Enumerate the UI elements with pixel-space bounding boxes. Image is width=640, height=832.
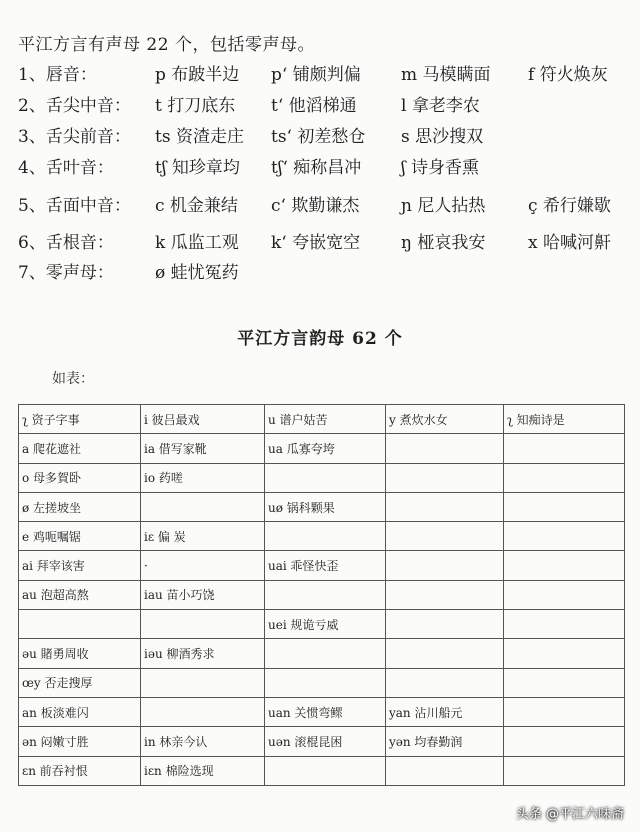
initials-row-label: 1、唇音： [18, 65, 97, 85]
finals-cell: uən 滚棍昆困 [265, 727, 386, 756]
finals-cell [504, 639, 625, 668]
finals-cell: ai 拜宰该害 [19, 551, 141, 580]
finals-cell [141, 492, 265, 521]
finals-cell [386, 580, 504, 609]
finals-cell [504, 727, 625, 756]
finals-row [19, 756, 625, 785]
finals-cell: ən 闷嫩寸胜 [19, 727, 141, 756]
finals-row [19, 463, 625, 492]
finals-row [19, 727, 625, 756]
finals-cell: iau 苗小巧饶 [141, 580, 265, 609]
finals-cell [386, 639, 504, 668]
finals-cell [386, 668, 504, 697]
finals-cell [386, 492, 504, 521]
finals-row [19, 697, 625, 726]
finals-row [19, 434, 625, 463]
finals-cell [19, 610, 141, 639]
finals-cell: uai 乖怪快歪 [265, 551, 386, 580]
finals-cell: uei 规诡亏威 [265, 610, 386, 639]
finals-cell: əu 賭勇周收 [19, 639, 141, 668]
finals-cell [265, 463, 386, 492]
initial-entry: ts‘ 初差愁仓 [271, 127, 366, 147]
finals-cell: iəu 柳酒秀求 [141, 639, 265, 668]
finals-cell: a 爬花遮社 [19, 434, 141, 463]
finals-cell: uan 关惯弯鳏 [265, 697, 386, 726]
finals-cell: e 鸡呃嘱锯 [19, 522, 141, 551]
initial-entry: ø 蛙忧冤药 [155, 263, 239, 283]
finals-cell [504, 463, 625, 492]
initial-entry: p 布跛半边 [155, 65, 240, 85]
finals-cell [386, 522, 504, 551]
finals-cell: in 林亲今认 [141, 727, 265, 756]
finals-cell: yan 沾川船元 [386, 697, 504, 726]
finals-cell [386, 756, 504, 785]
finals-cell: uø 锅科颗果 [265, 492, 386, 521]
initial-entry: k 瓜监工观 [155, 233, 239, 253]
finals-cell [386, 434, 504, 463]
finals-cell [265, 580, 386, 609]
finals-cell: iɛ 偏 炭 [141, 522, 265, 551]
initials-row-label: 6、舌根音： [18, 233, 114, 253]
initial-entry: ʃ 诗身香熏 [401, 158, 480, 178]
finals-cell: o 母多賀卧 [19, 463, 141, 492]
finals-cell: yən 均春勤润 [386, 727, 504, 756]
finals-note: 如表： [52, 371, 94, 387]
finals-cell: ɛn 前吞衬恨 [19, 756, 141, 785]
finals-row [19, 551, 625, 580]
finals-cell: ø 左搓坡坐 [19, 492, 141, 521]
finals-cell [504, 492, 625, 521]
finals-cell [265, 756, 386, 785]
initials-row-label: 4、舌叶音： [18, 158, 114, 178]
finals-cell [504, 610, 625, 639]
finals-cell: ia 借写家靴 [141, 434, 265, 463]
watermark: 头条 @平江六味斋 [515, 807, 624, 822]
intro-sentence: 平江方言有声母 22 个，包括零声母。 [18, 35, 315, 55]
initial-entry: ɲ 尼人拈热 [401, 196, 486, 216]
finals-cell: au 泡超高熬 [19, 580, 141, 609]
finals-cell [386, 610, 504, 639]
finals-title: 平江方言韵母 62 个 [237, 329, 403, 349]
initial-entry: x 哈喊河鼾 [528, 233, 611, 253]
finals-cell [141, 610, 265, 639]
initial-entry: f 符火焕灰 [528, 65, 608, 85]
initial-entry: k‘ 夸嵌宽空 [271, 233, 361, 253]
finals-cell: y 煮炊水女 [386, 405, 504, 434]
initial-entry: ç 希行嫌歇 [528, 196, 611, 216]
finals-cell: ua 瓜寡夸垮 [265, 434, 386, 463]
initial-entry: c‘ 欺勤谦杰 [271, 196, 360, 216]
finals-cell [265, 522, 386, 551]
initial-entry: m 马模瞒面 [401, 65, 491, 85]
finals-cell: u 谱户姑苦 [265, 405, 386, 434]
finals-row [19, 492, 625, 521]
finals-cell: iɛn 棉险选现 [141, 756, 265, 785]
finals-row [19, 610, 625, 639]
finals-cell: ʅ 资子字事 [19, 405, 141, 434]
finals-cell: an 板淡难闪 [19, 697, 141, 726]
finals-row [19, 639, 625, 668]
finals-cell [504, 551, 625, 580]
finals-cell [504, 756, 625, 785]
finals-table [18, 404, 625, 786]
finals-cell: œy 否走搜厚 [19, 668, 141, 697]
initial-entry: l 拿老李农 [401, 96, 480, 116]
initial-entry: ts 资渣走庄 [155, 127, 244, 147]
initial-entry: ŋ 桠哀我安 [401, 233, 486, 253]
initials-row-label: 7、零声母： [18, 263, 114, 283]
finals-cell: i 彼吕最戏 [141, 405, 265, 434]
initial-entry: t 打刀底东 [155, 96, 236, 116]
finals-cell [504, 434, 625, 463]
finals-cell [265, 639, 386, 668]
finals-row [19, 668, 625, 697]
finals-cell [265, 668, 386, 697]
finals-cell [504, 697, 625, 726]
finals-row [19, 405, 625, 434]
initials-row-label: 2、舌尖中音： [18, 96, 131, 116]
initial-entry: p‘ 铺颇判偏 [271, 65, 361, 85]
finals-cell: · [141, 551, 265, 580]
finals-cell [386, 551, 504, 580]
initial-entry: c 机金兼结 [155, 196, 238, 216]
finals-cell: io 药嗟 [141, 463, 265, 492]
finals-cell [386, 463, 504, 492]
finals-cell [141, 668, 265, 697]
initials-row-label: 5、舌面中音： [18, 196, 131, 216]
finals-cell [504, 580, 625, 609]
finals-cell [504, 522, 625, 551]
initials-row-label: 3、舌尖前音： [18, 127, 131, 147]
finals-cell: ʅ 知痴诗是 [504, 405, 625, 434]
finals-row [19, 580, 625, 609]
finals-cell [504, 668, 625, 697]
initial-entry: tʃ 知珍章均 [155, 158, 240, 178]
finals-cell [141, 697, 265, 726]
initial-entry: tʃ‘ 痴称昌冲 [271, 158, 362, 178]
initial-entry: t‘ 他滔梯通 [271, 96, 357, 116]
finals-row [19, 522, 625, 551]
initial-entry: s 思沙搜双 [401, 127, 484, 147]
